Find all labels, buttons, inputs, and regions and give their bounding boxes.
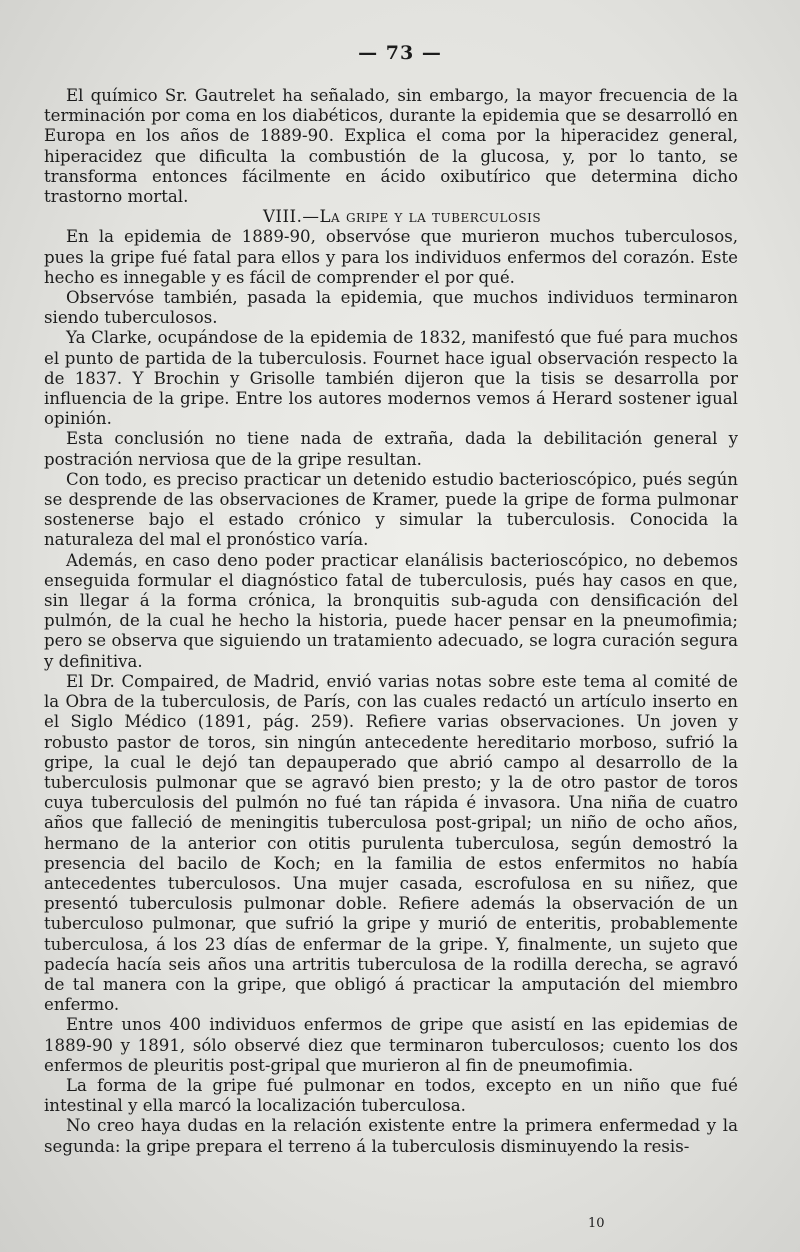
section-number: VIII.— <box>262 207 320 227</box>
section-title: La gripe y la tuberculosis <box>319 207 542 227</box>
intro-paragraph: El químico Sr. Gautrelet ha señalado, sin embargo, la mayor frecuencia de la terminación por coma en los diabéticos, durante la epidemia que se desarrolló en Europa en los años de 1889-90. Explica el coma por la hiperacidez general, hiperacidez que dificulta la combustión de la glucosa, y, por lo tanto, se transforma entonces fácilmente en ácido oxibutírico que determina dicho trastorno mortal. <box>44 86 738 207</box>
section-heading <box>44 207 738 227</box>
paragraph: Con todo, es preciso practicar un detenido estudio bacterioscópico, pués según se desprende de las observaciones de Kramer, puede la gripe de forma pulmonar sostenerse bajo el estado crónico y simular la tuberculosis. Conocida la naturaleza del mal el pronóstico varía. <box>44 469 738 550</box>
paragraph: En la epidemia de 1889-90, observóse que murieron muchos tuberculosos, pues la gripe fué fatal para ellos y para los individuos enfermos del corazón. Este hecho es innegable y es fácil de comprender el por qué. <box>44 227 738 287</box>
paragraph: Observóse también, pasada la epidemia, que muchos individuos terminaron siendo tuberculosos. <box>44 288 738 328</box>
paragraph: Entre unos 400 individuos enfermos de gripe que asistí en las epidemias de 1889-90 y 1891, sólo observé diez que terminaron tuberculosos; cuento los dos enfermos de pleuritis post-gripal que murieron al fin de pneumofimia. <box>44 1015 738 1075</box>
paragraph: La forma de la gripe fué pulmonar en todos, excepto en un niño que fué intestinal y ella marcó la localización tuberculosa. <box>44 1075 738 1116</box>
paragraph: Además, en caso deno poder practicar elanálisis bacterioscópico, no debemos enseguida formular el diagnóstico fatal de tuberculosis, pués hay casos en que, sin llegar á la forma crónica, la bronquitis sub-aguda con densificación del pulmón, de la cual he hecho la historia, puede hacer pensar en la pneumofimia; pero se observa que siguiendo un tratamiento adecuado, se logra curación segura y definitiva. <box>44 550 738 671</box>
page-number: — 73 — <box>358 42 442 64</box>
paragraph: El Dr. Compaired, de Madrid, envió varias notas sobre este tema al comité de la Obra de la tuberculosis, de París, con las cuales redactó un artículo inserto en el Siglo Médico (1891, pág. 259). Refiere varias observaciones. Un joven y robusto pastor de toros, sin ningún antecedente hereditario morboso, sufrió la gripe, la cual le dejó tan depauperado que abrió campo al desarrollo de la tuberculosis pulmonar que se agravó bien presto; y la de otro pastor de toros cuya tuberculosis del pulmón no fué tan rápida é invasora. Una niña de cuatro años que falleció de meningitis tuberculosa post-gripal; un niño de ocho años, hermano de la anterior con otitis purulenta tuberculosa, según demostró la presencia del bacilo de Koch; en la familia de estos enfermitos no había antecedentes tuberculosos. Una mujer casada, escrofulosa en su niñez, que presentó tuberculosis pulmonar doble. Refiere además la observación de un tuberculoso pulmonar, que sufrió la gripe y murió de enteritis, probablemente tuberculosa, á los 23 días de enfermar de la gripe. Y, finalmente, un sujeto que padecía hacía seis años una artritis tuberculosa de la rodilla derecha, se agravó de tal manera con la gripe, que obligó á practicar la amputación del miembro enfermo. <box>44 671 738 1015</box>
paragraph: Esta conclusión no tiene nada de extraña, dada la debilitación general y postración nerviosa que de la gripe resultan. <box>44 429 738 469</box>
paragraph: No creo haya dudas en la relación existente entre la primera enfermedad y la segunda: la gripe prepara el terreno á la tuberculosis disminuyendo la resis- <box>44 1116 738 1156</box>
signature-mark: 10 <box>588 1216 605 1231</box>
paragraph: Ya Clarke, ocupándose de la epidemia de 1832, manifestó que fué para muchos el punto de partida de la tuberculosis. Fournet hace igual observación respecto la de 1837. Y Brochin y Grisolle también dijeron que la tisis se desarrolla por influencia de la gripe. Entre los autores modernos vemos á Herard sostener igual opinión. <box>44 328 738 429</box>
page-body <box>44 86 738 1157</box>
